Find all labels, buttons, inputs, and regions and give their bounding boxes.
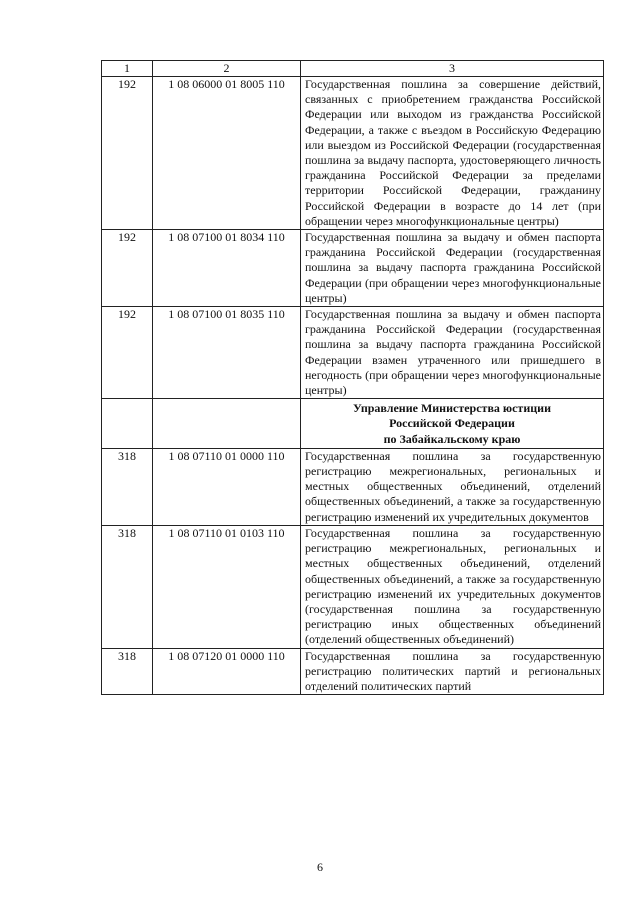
empty-cell (102, 399, 153, 449)
table-row (102, 648, 604, 695)
empty-cell (153, 399, 301, 449)
table-row (102, 307, 604, 399)
section-title-line-2: Российской Федерации (389, 416, 515, 431)
revenue-codes-table (101, 60, 604, 695)
description-cell: Государственная пошлина за выдачу и обмен паспорта гражданина Российской Федерации (государственная пошлина за выдачу паспорта гражданина Российской Федерации (при обращении через многофункциональные центры) (301, 230, 604, 307)
table-row (102, 525, 604, 648)
admin-code-cell: 318 (102, 525, 153, 648)
admin-code-cell: 192 (102, 77, 153, 230)
header-col-3: 3 (301, 61, 604, 77)
kbk-code-cell: 1 08 07100 01 8035 110 (153, 307, 301, 399)
section-title-line-3: по Забайкальскому краю (383, 431, 521, 446)
description-cell: Государственная пошлина за государственную регистрацию политических партий и региональных отделений политических партий (301, 648, 604, 695)
section-title-line-1: Управление Министерства юстиции (353, 401, 551, 416)
table-row (102, 448, 604, 525)
description-cell: Государственная пошлина за выдачу и обмен паспорта гражданина Российской Федерации (государственная пошлина за выдачу паспорта гражданина Российской Федерации взамен утраченного или пришедшего в негодность (при обращении через многофункциональные центры) (301, 307, 604, 399)
admin-code-cell: 192 (102, 230, 153, 307)
kbk-code-cell: 1 08 07100 01 8034 110 (153, 230, 301, 307)
kbk-code-cell: 1 08 07110 01 0000 110 (153, 448, 301, 525)
kbk-code-cell: 1 08 06000 01 8005 110 (153, 77, 301, 230)
description-cell: Государственная пошлина за государственную регистрацию межрегиональных, региональных и местных общественных объединений, отделений общественных объединений, а также за государственную регистрацию изменений их учредительных документов (301, 448, 604, 525)
admin-code-cell: 192 (102, 307, 153, 399)
description-cell: Государственная пошлина за государственную регистрацию межрегиональных, региональных и местных общественных объединений, отделений общественных объединений, а также за государственную регистрацию изменений их учредительных документов (государственная пошлина за государственную регистрацию иных общественных объединений (отделений общественных объединений) (301, 525, 604, 648)
section-title (301, 399, 604, 449)
page-number: 6 (317, 860, 323, 874)
table-row (102, 230, 604, 307)
admin-code-cell: 318 (102, 648, 153, 695)
section-row (102, 399, 604, 449)
kbk-code-cell: 1 08 07110 01 0103 110 (153, 525, 301, 648)
table-row (102, 77, 604, 230)
description-cell: Государственная пошлина за совершение действий, связанных с приобретением гражданства Российской Федерации или выходом из гражданства Российской Федерации, а также с въездом в Российскую Федерацию или выездом из Российской Федерации (государственная пошлина за выдачу паспорта, удостоверяющего личность гражданина Российской Федерации за пределами территории Российской Федерации, гражданину Российской Федерации в возрасте до 14 лет (при обращении через многофункциональные центры) (301, 77, 604, 230)
header-col-1: 1 (102, 61, 153, 77)
header-col-2: 2 (153, 61, 301, 77)
table-header-row (102, 61, 604, 77)
kbk-code-cell: 1 08 07120 01 0000 110 (153, 648, 301, 695)
admin-code-cell: 318 (102, 448, 153, 525)
